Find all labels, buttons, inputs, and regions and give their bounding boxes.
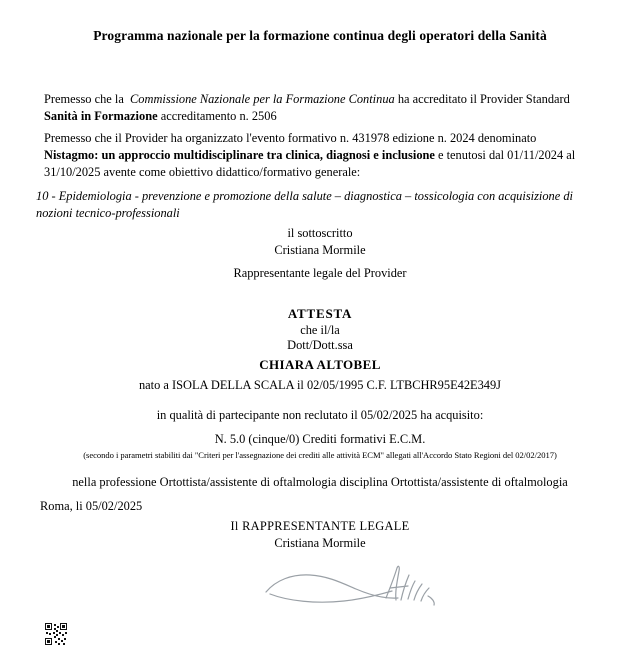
qr-code-icon (44, 622, 68, 646)
place-and-date: Roma, li 05/02/2025 (40, 499, 143, 513)
credits-line: N. 5.0 (cinque/0) Crediti formativi E.C.M. (214, 432, 426, 446)
objective-text: 10 - Epidemiologia - prevenzione e promozione della salute – diagnostica – tossicologia con acquisizione di nozioni tecnico-professionali (36, 189, 573, 220)
premise-paragraph-2 (44, 130, 596, 181)
premise-paragraph-1 (44, 91, 596, 125)
premise-2-text-before: Premesso che il Provider ha organizzato l'evento formativo n. 431978 edizione n. 2024 denominato (44, 131, 537, 145)
birth-and-fiscal-code-line: nato a ISOLA DELLA SCALA il 02/05/1995 C.F. LTBCHR95E42E349J (138, 378, 502, 392)
criteria-fineprint: (secondo i parametri stabiliti dai "Criteri per l'assegnazione dei crediti alle attività ECM" allegati all'Accordo Stato Regioni del 02/02/2017) (83, 450, 557, 460)
attesta-heading: ATTESTA (287, 306, 353, 321)
profession-line: nella professione Ortottista/assistente di oftalmologia disciplina Ortottista/assistente di oftalmologia (72, 475, 568, 489)
commission-name: Commissione Nazionale per la Formazione Continua (130, 92, 395, 106)
signatory-role: Rappresentante legale del Provider (233, 266, 407, 280)
premise-1-text-middle: ha accreditato il Provider Standard (397, 92, 570, 106)
recipient-name: CHIARA ALTOBEL (259, 357, 381, 372)
premise-section (44, 91, 596, 181)
provider-name: Sanità in Formazione (44, 109, 158, 123)
participation-line: in qualità di partecipante non reclutato il 05/02/2025 ha acquisito: (156, 408, 484, 422)
premise-1-text-before: Premesso che la (44, 92, 124, 106)
provider-accreditation: accreditamento n. 2506 (160, 109, 277, 123)
dott-label: Dott/Dott.ssa (287, 338, 353, 352)
representative-title: Il RAPPRESENTANTE LEGALE (230, 519, 410, 533)
handwritten-signature-icon (258, 558, 458, 614)
premise-2-text-after: e tenutosi dal 01/11/2024 al 31/10/2025 avente come obiettivo didattico/formativo generale: (44, 148, 576, 179)
signatory-intro: il sottoscritto (287, 226, 353, 240)
event-title: Nistagmo: un approccio multidisciplinare tra clinica, diagnosi e inclusione (44, 148, 435, 162)
representative-name: Cristiana Mormile (274, 536, 366, 550)
che-illa-label: che il/la (300, 323, 340, 337)
page-title: Programma nazionale per la formazione continua degli operatori della Sanità (93, 28, 547, 43)
signatory-name: Cristiana Mormile (274, 243, 366, 257)
